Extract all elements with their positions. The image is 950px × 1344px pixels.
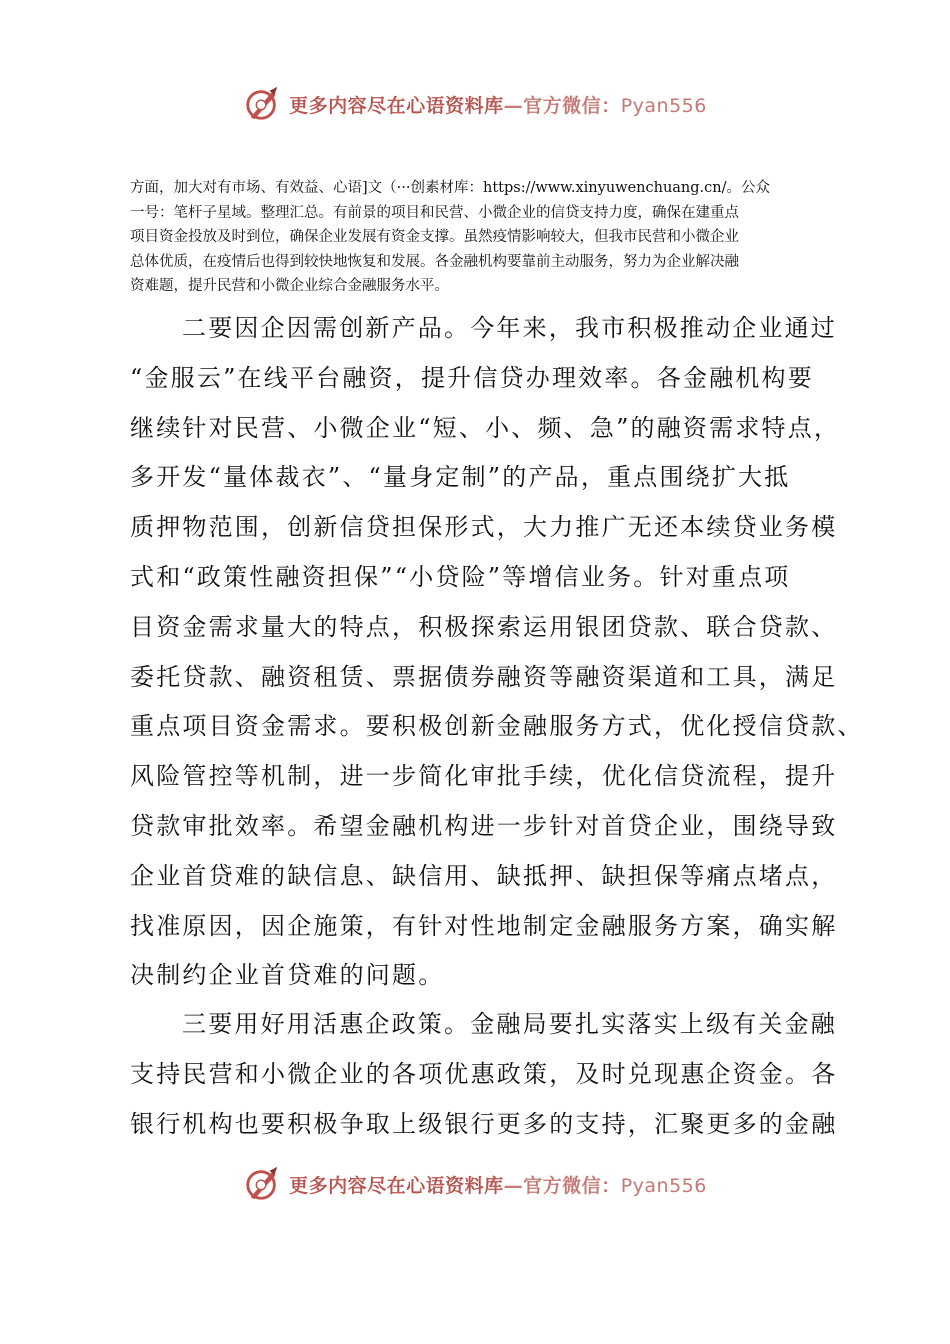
body-line: 继续针对民营、小微企业“短、小、频、急”的融资需求特点，	[130, 413, 841, 442]
intro-line: 方面，加大对有市场、有效益、心语]文（···创素材库：https://www.xinyuwenchuang.cn/。公众	[130, 180, 771, 196]
body-line: 决制约企业首贷难的问题。	[130, 961, 445, 990]
intro-line: 总体优质，在疫情后也得到较快地恢复和发展。各金融机构要靠前主动服务，努力为企业解决融	[130, 253, 739, 270]
banner-text	[289, 91, 707, 118]
intro-line: 一号：笔杆子星域。整理汇总。有前景的项目和民营、小微企业的信贷支持力度，确保在建重点	[130, 204, 739, 221]
intro-line: 资难题，提升民营和小微企业综合金融服务水平。	[130, 278, 449, 295]
pen-logo-icon	[243, 1165, 281, 1203]
body-line: 贷款审批效率。希望金融机构进一步针对首贷企业，围绕导致	[130, 811, 838, 840]
banner-main-text: 更多内容尽在心语资料库	[289, 1174, 504, 1197]
banner-main-text: 更多内容尽在心语资料库	[289, 94, 504, 117]
body-line: 支持民营和小微企业的各项优惠政策，及时兑现惠企资金。各	[130, 1059, 838, 1088]
pen-logo-icon	[243, 85, 281, 123]
paragraph-3	[130, 1000, 840, 1149]
banner-wechat-id: Pyan556	[620, 1174, 707, 1197]
body-line: 二要因企因需创新产品。今年来，我市积极推动企业通过	[182, 314, 837, 342]
banner-wechat-label: 官方微信：	[523, 1174, 621, 1197]
header-banner	[0, 80, 950, 128]
body-line: 式和“政策性融资担保”“小贷险”等增信业务。针对重点项	[130, 562, 791, 591]
paragraph-2	[130, 304, 864, 1001]
banner-text	[289, 1171, 707, 1198]
banner-separator: —	[503, 94, 524, 117]
body-line: 重点项目资金需求。要积极创新金融服务方式，优化授信贷款、	[130, 712, 864, 741]
body-line: 委托贷款、融资租赁、票据债券融资等融资渠道和工具，满足	[130, 662, 838, 691]
intro-line: 项目资金投放及时到位，确保企业发展有资金支撑。虽然疫情影响较大，但我市民营和小微企业	[130, 229, 739, 246]
body-line: 银行机构也要积极争取上级银行更多的支持，汇聚更多的金融	[130, 1109, 838, 1138]
body-line: 多开发“量体裁衣”、“量身定制”的产品，重点围绕扩大抵	[130, 463, 791, 492]
footer-banner	[0, 1160, 950, 1208]
banner-wechat-id: Pyan556	[620, 94, 707, 117]
body-line: “金服云”在线平台融资，提升信贷办理效率。各金融机构要	[130, 363, 814, 392]
banner-separator: —	[503, 1174, 524, 1197]
body-line: 三要用好用活惠企政策。金融局要扎实落实上级有关金融	[182, 1010, 837, 1038]
body-line: 质押物范围，创新信贷担保形式，大力推广无还本续贷业务模	[130, 513, 838, 542]
body-line: 目资金需求量大的特点，积极探索运用银团贷款、联合贷款、	[130, 612, 838, 641]
body-line: 企业首贷难的缺信息、缺信用、缺抵押、缺担保等痛点堵点，	[130, 861, 838, 890]
body-line: 风险管控等机制，进一步简化审批手续，优化信贷流程，提升	[130, 762, 838, 791]
intro-paragraph	[130, 176, 836, 299]
body-line: 找准原因，因企施策，有针对性地制定金融服务方案，确实解	[130, 911, 838, 940]
banner-wechat-label: 官方微信：	[523, 94, 621, 117]
